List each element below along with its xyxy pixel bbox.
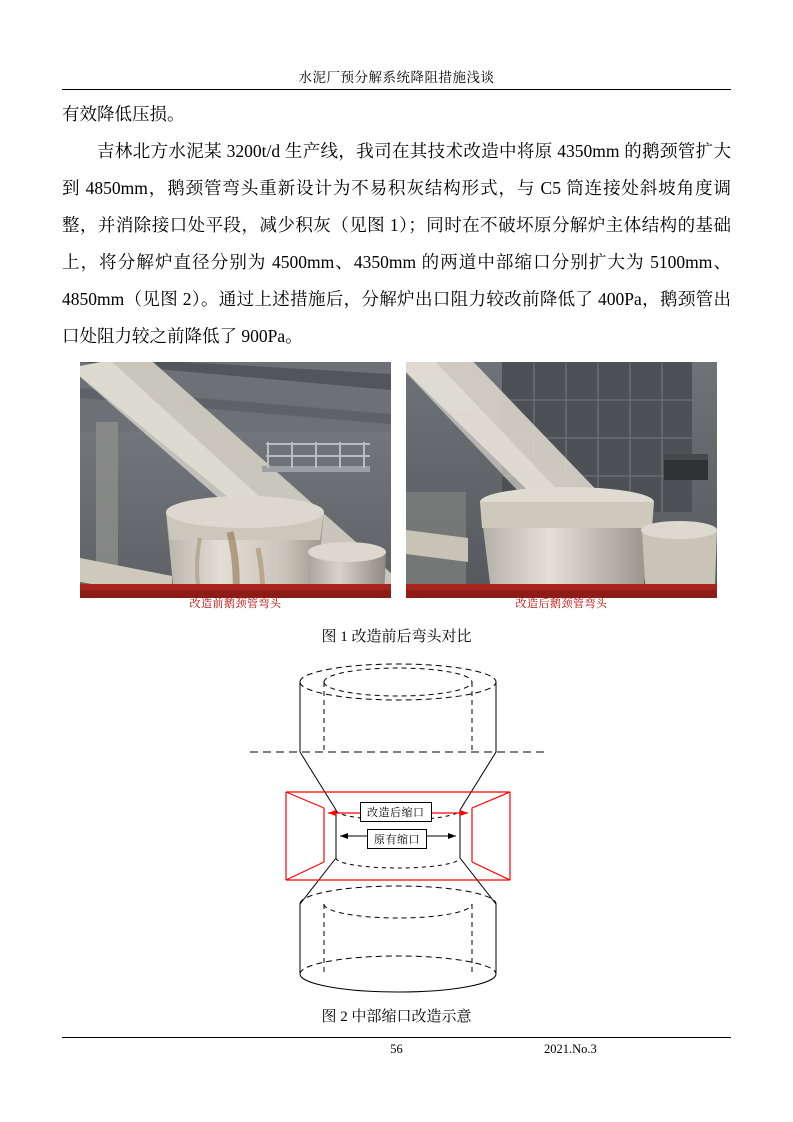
photo-before-caption: 改造前鹅颈管弯头 bbox=[189, 598, 282, 610]
body-text bbox=[62, 96, 731, 355]
figure-2-caption: 图 2 中部缩口改造示意 bbox=[321, 1009, 472, 1025]
photo-before-modification bbox=[80, 362, 391, 613]
issue-number: 2021.No.3 bbox=[544, 1042, 597, 1056]
figure-1-caption: 图 1 改造前后弯头对比 bbox=[321, 629, 472, 645]
page-content bbox=[62, 0, 731, 1122]
photo-after-modification bbox=[406, 362, 717, 613]
label-old-throat: 原有缩口 bbox=[367, 829, 427, 849]
figure-2-diagram bbox=[62, 652, 731, 997]
label-new-throat: 改造后缩口 bbox=[360, 802, 432, 822]
paragraph-2: 吉林北方水泥某 3200t/d 生产线，我司在其技术改造中将原 4350mm 的鹅颈管扩大到 4850mm，鹅颈管弯头重新设计为不易积灰结构形式，与 C5 筒连接处斜坡角度调整，并消除接口处平段，减少积灰（见图 1）；同时在不破坏原分解炉主体结构的基础上，将分解炉直径分别为 4500mm、4350mm 的两道中部缩口分别扩大为 5100mm、4850mm（见图 2）。通过上述措施后，分解炉出口阻力较改前降低了 400Pa，鹅颈管出口处阻力较之前降低了 900Pa。 bbox=[62, 141, 731, 346]
figure-1-photos bbox=[80, 362, 717, 613]
diagram-svg bbox=[62, 652, 731, 997]
header-divider bbox=[62, 89, 731, 90]
photo-after-svg bbox=[406, 362, 717, 613]
photo-after-caption: 改造后鹅颈管弯头 bbox=[515, 598, 608, 610]
running-header: 水泥厂预分解系统降阻措施浅谈 bbox=[298, 70, 495, 85]
footer-divider bbox=[62, 1037, 731, 1038]
photo-before-svg bbox=[80, 362, 391, 613]
paragraph-1: 有效降低压损。 bbox=[62, 104, 185, 124]
page-number: 56 bbox=[390, 1042, 403, 1056]
